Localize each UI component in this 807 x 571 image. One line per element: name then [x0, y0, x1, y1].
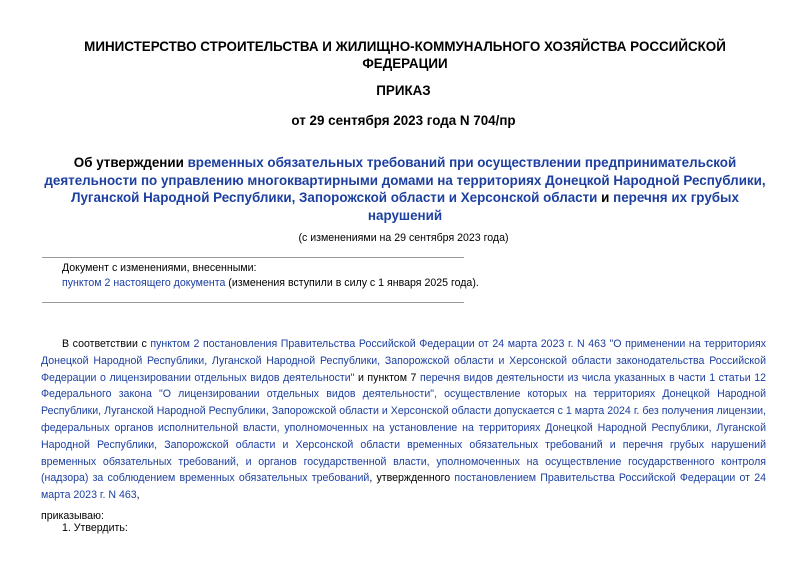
- preamble-text-4: ,: [136, 489, 140, 502]
- date-number-heading: от 29 сентября 2023 года N 704/пр: [291, 113, 516, 128]
- title-requirements-link[interactable]: временных обязательных требований при осуществлении предпринимательской деятельности по управлению многоквартирными домами на территориях Донецкой Народной Республики, Луганской Народной Республики, Запорожской области и Херсонской области: [44, 155, 766, 205]
- doc-type-heading: ПРИКАЗ: [376, 83, 431, 98]
- preamble-text-1: В соответствии с: [62, 338, 151, 350]
- preamble-text-2: и пунктом 7: [354, 371, 420, 384]
- decree-463-link[interactable]: пунктом 2 постановления Правительства Российской Федерации от 24 марта 2023 г. N 463 "О применении на территориях Донецкой Народной Республики, Луганской Народной Республики, Запорожской области и Херсонской области законодательства Российской Федерации о лицензировании отдельных видов деятельности": [41, 338, 766, 384]
- item-1: 1. Утвердить:: [62, 522, 128, 534]
- title-violations-link[interactable]: перечня их грубых нарушений: [367, 190, 739, 223]
- order-word: приказываю:: [41, 510, 104, 522]
- title-middle: и: [597, 190, 614, 205]
- amendments-link[interactable]: пунктом 2 настоящего документа: [62, 277, 226, 289]
- activities-list-link[interactable]: перечня видов деятельности из числа указанных в части 1 статьи 12 Федерального закона "О лицензировании отдельных видов деятельности", осуществление которых на территориях Донецкой Народной Республики, Луганской Народной Республики, Запорожской области и Херсонской области допускается с 1 марта 2024 г. без получения лицензии, федеральных органов исполнительной власти, уполномоченных на установление на территориях Донецкой Народной Республики, Луганской Народной Республики, Запорожской области и Херсонской области временных обязательных требований и перечня грубых нарушений временных обязательных требований, и органов государственной власти, уполномоченных на осуществление государственного контроля (надзора) за соблюдением временных обязательных требований: [41, 371, 766, 485]
- document-title: [44, 154, 766, 224]
- amendments-suffix: (изменения вступили в силу с 1 января 2025 года).: [225, 277, 479, 289]
- changes-note: (с изменениями на 29 сентября 2023 года): [298, 232, 509, 244]
- divider-top: [42, 257, 464, 258]
- title-prefix: Об утверждении: [73, 155, 188, 170]
- preamble-text-3: , утвержденного: [369, 472, 455, 485]
- divider-bottom: [42, 302, 464, 303]
- decree-463-approval-link[interactable]: постановлением Правительства Российской Федерации от 24 марта 2023 г. N 463: [41, 472, 766, 502]
- amendments-line: [62, 277, 479, 289]
- amendments-intro: Документ с изменениями, внесенными:: [62, 262, 257, 274]
- ministry-heading: МИНИСТЕРСТВО СТРОИТЕЛЬСТВА И ЖИЛИЩНО-КОММУНАЛЬНОГО ХОЗЯЙСТВА РОССИЙСКОЙ ФЕДЕРАЦИИ: [84, 39, 726, 71]
- preamble-paragraph: [41, 336, 766, 504]
